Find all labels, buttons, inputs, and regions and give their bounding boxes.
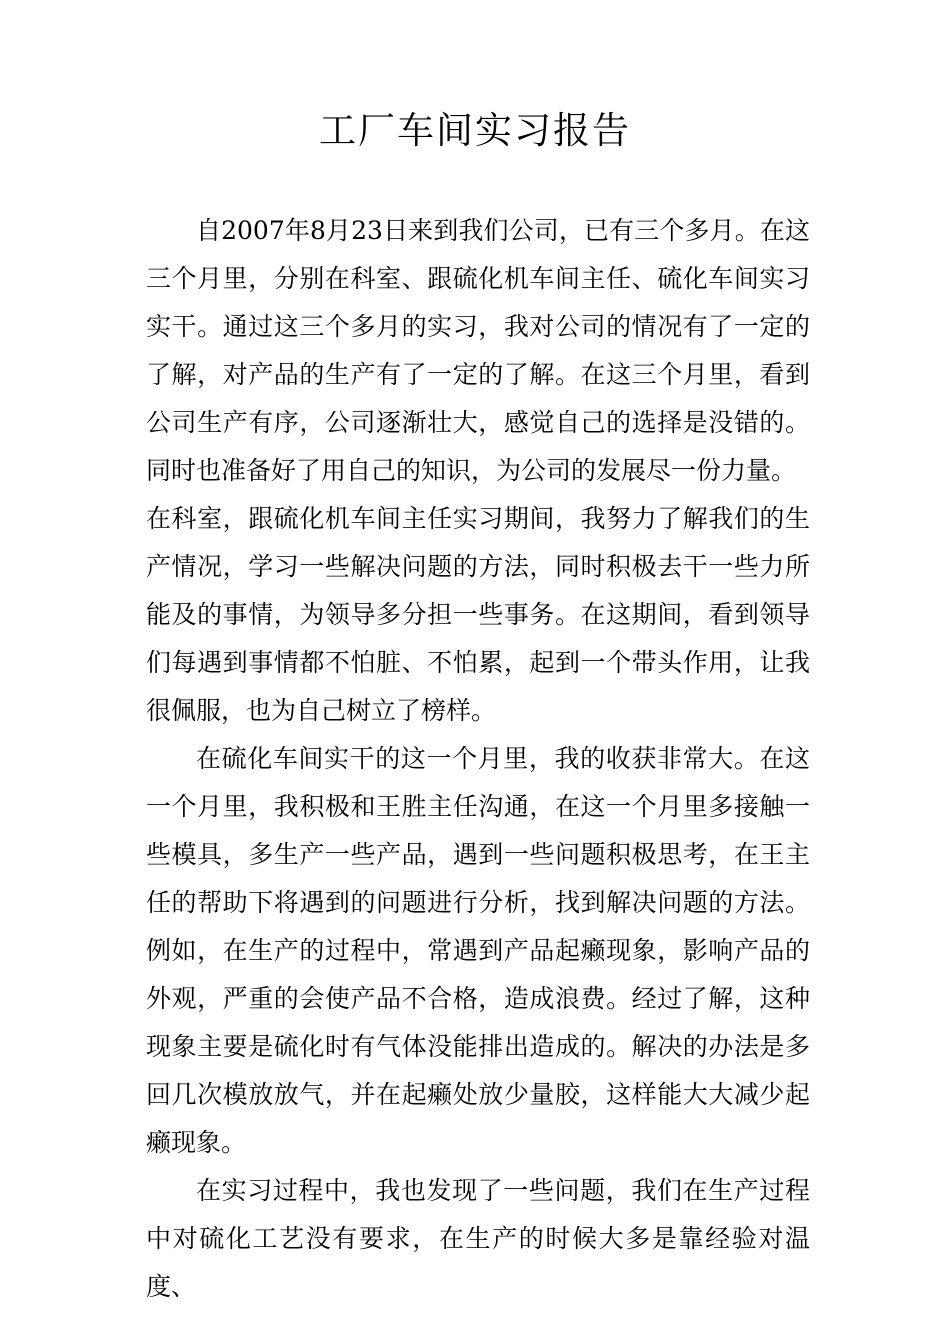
paragraph-3: 在硫化车间实干的这一个月里，我的收获非常大。在这一个月里，我积极和王胜主任沟通，在这一个月里多接触一些模具，多生产一些产品，遇到一些问题积极思考，在王主任的帮助下将遇到的问题进行分析，找到解决问题的方法。例如，在生产的过程中，常遇到产品起癞现象，影响产品的外观，严重的会使产品不合格，造成浪费。经过了解，这种现象主要是硫化时有气体没能排出造成的。解决的办法是多回几次模放放气，并在起癞处放少量胶，这样能大大减少起癞现象。 xyxy=(146,744,810,1157)
paragraph-4: 在实习过程中，我也发现了一些问题，我们在生产过程中对硫化工艺没有要求，在生产的时候大多是靠经验对温度、 xyxy=(146,1176,810,1301)
paragraph-2: 在科室，跟硫化机车间主任实习期间，我努力了解我们的生产情况，学习一些解决问题的方法，同时积极去干一些力所能及的事情，为领导多分担一些事务。在这期间，看到领导们每遇到事情都不怕脏、不怕累，起到一个带头作用，让我很佩服，也为自己树立了榜样。 xyxy=(146,504,810,725)
paragraph-1: 自2007年8月23日来到我们公司，已有三个多月。在这三个月里，分别在科室、跟硫化机车间主任、硫化车间实习实干。通过这三个多月的实习，我对公司的情况有了一定的了解，对产品的生产有了一定的了解。在这三个月里，看到公司生产有序，公司逐渐壮大，感觉自己的选择是没错的。同时也准备好了用自己的知识，为公司的发展尽一份力量。 xyxy=(146,216,810,485)
document-title: 工厂车间实习报告 xyxy=(319,109,631,152)
document-body xyxy=(146,207,810,1311)
